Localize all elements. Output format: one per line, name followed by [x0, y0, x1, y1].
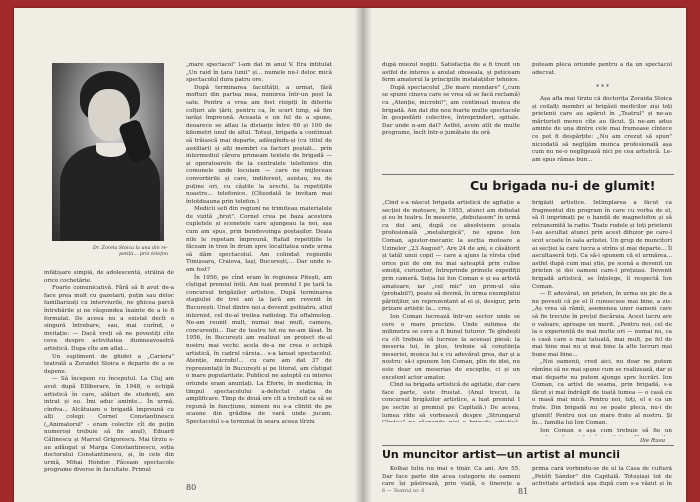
paragraph: Un supliment de ghidet a „Cariera" teatrală a Zoraidei Stoica e departe de a se depene.	[44, 353, 174, 375]
right-column-2-mid	[532, 200, 672, 436]
right-column-2-top-b	[532, 96, 672, 172]
right-column-2-top	[532, 62, 672, 82]
right-page	[372, 8, 686, 502]
paragraph: În 1956, pe cînd eram în regiunea Pitești, am cîștigat premiul întîi. Am luat premiul I pe țară la concursul brigăzilor artistice. După terminarea stagiului de trei ani la țară am revenit în București. Unul dintre noi a devenit psihiatru, altul internist, cel de-al treilea radiolog. Eu oftalmolog. Ne-am reunit mult, numai mai mult, camera, concurenții... Dar de teatru tot nu ne-am lăsat. În 1956, în București am realizat un proiect de-al nostru mai vechi: acela de-a ne crea o echipă artistică, în cadrul căreia... s-a lansat spectacolul. Atenție, microbi!... cu care am dat 37 de reprezentații în București și pe litoral, am cîștigat o mare popularitate. Publicul ne așteptă cu interes oriunde eram anunțați. La Eforie, în medicina, în timpul spectacolului a-defectat stația de amplificare. Timp de două ore cît a trebuit ca să se repună în funcțiune, nimeni nu s-a clintit de pe scaune din grădina de vară unde jucam. Spectacolul s-a terminat în seara aceea tîrziu	[186, 274, 332, 425]
photo-body-shape	[60, 145, 160, 241]
right-page-footer: 6 — Teatrul nr. 6	[382, 488, 425, 494]
paragraph: Medicii sefi din regiuni ne trimiteau materialele de vizită „brut". Cornel crea pe baza acestora cupletele și scenetele care ajungeau la noi, așa cum am spus, prin bundevoinga poștașilor. Deaia nile le repetam împreună, Rafail repetițiile le făceam in tren în drum spre localitatea unde urma să dăm spectacolul. Am colindat regiunile Timișoara, Craiova, Iași, București,... Dar unde n-am fost?	[186, 206, 332, 274]
left-column-2	[186, 62, 332, 482]
paragraph: Ion Coman lucrează într-un sector unde se cere o mare precizie. Unde sutimea de milimetru se cere a fi bunul tuturor. Te gîndești cu cît trebuie să lucreze la aceeași piesă; la meseria lui, în plus, trebuie să conștiința meseriei, munca lui e cu adevărat grea, dar și a nostru: să-i spunem Ion Coman, plin de idei, nu este doar un meserias de excepție, ci și un excelent actor amator.	[382, 313, 520, 381]
paragraph: brigăzii artistice. Întîmplarea a făcut ca fragmentul din program în care cu vorba de el, să îl imprimați pe o bandă de magnetofon și să retransmită la radio. Toate rudele și toți prietenii l-au ascultat atunci prin acest difuzor pe care-l scot scoate în sala artistei. Un grup de muncitori ai secției la care lucra a strîns și mai departe... Îl ascultaseră toți. Ca să-i spunem că el urmărea... astfel după cum mai știe, pe scenă a devenit un prieten și doi oameni care-l prețuiau. Devenit brigadă artistică, se înțelege, îl respectă Ion Coman.	[532, 200, 672, 290]
paragraph: prima cară vorbindu-se de el la Casa de cultură „Petőfi Sándor" din Capitală. Totușiași tot de activitate artistică așa după cum s-a văzut și în	[532, 466, 672, 488]
right-column-1-mid	[382, 200, 520, 422]
magazine-spread	[14, 8, 686, 502]
paragraph: Cînd sa brigada artistică de agitație, dar care face parte, este frustat. (Anul trecut, la concursul brigăzilor artistice, a luat premiul I pe secție și premiul pe Capitală.) De aceea, lumea rîde să vorbească despre „Strungarul	[382, 382, 520, 419]
section-separator-stars: ***	[596, 84, 611, 91]
paragraph: După terminarea facultății, a urmat, fără mofturi din partea mea, numirea într-un post la sate. Pentru a vrea am fost risipiți în diferite colțuri ale țării, pentru ca, în scurt timp, să fim iarăși împreună. Aceasta e un fel de a spune, deoarece se aflau la distanțe între 60 și 100 de kilometri unul de altul. Totuși, brigada a continuat să trăiască mai departe, adăugîndu-și (cu titlul de auxiliari) și alți membri ca factori poștali... prin intermediul cărora primeam textele de brigadă — și operatoarele de la centralele telefonice din comunele unde locuiam — care ne mijloceau convorbirile și care, indiferent, asistau, nu de puține ori, cu căștile la urechi, la repetițiile noastre... telefonice. (Cîteodată le invitam mai întotdeauna prin telefon.)	[186, 84, 332, 205]
paragraph: „mare spectacol" l-am dat în anul V. Era intitulat „Un raid în țara lunii" și... numele nu-l deloc mică spectacolul dura patru ore.	[186, 62, 332, 84]
left-column-1	[44, 270, 174, 482]
paragraph: „Cînd s-a născut brigada artistică de agitație a secției de motoare, în 1955, atunci am debutat și eu în teatru. În meserie, „debutasem" în urmă cu doi ani, după ce absolvisem școala profesională „metalurgică", ne spune Ion Coman, ajustor-mecanic la secția motoare a Uzinelor „23 August". Are 24 de ani, e căsătorit și tatăl unui copil — care a ajuns la vîrsta cînd orice pui de om nu mai așteaptă prin culise emoții, curiozitor, întreprinde primele expediții prin cameră. Soția lui Ion Coman e și ea artistă amatoare, iar „cel mic" un prim-ul său (probabil?), poate să devină, în urma exemplului părinților, un reprezentant al ei și, desigur, prin prizare artistic la... creș.	[382, 200, 520, 313]
paragraph: Ion Coman e așa cum trebuie să fie un	[540, 427, 672, 434]
portrait-photo	[52, 63, 164, 241]
right-column-1-bottom	[382, 466, 520, 488]
paragraph: — Să începem cu începutul. La Cluj am avut după Elliberare, în 1948, o echipă artistică în care, alături de studenți, am intrat și eu. Îmi aduc aminte... În urmă, cîndva... Alcătuiam o brigadă împreună cu alți colegi: Cornel Constantinescu („Animatorul" - eram colectiv cît de puțin numeroși trebuie să fie anul), Eduard Călinescu și Marcel Grigorescu. Mai tîrziu s-au adăugat și Marga Constantinescu, soția doctorului Constantinescu, și, în cele din urmă, Mihai Hondor. Făceam spectacole programe diverse în facultate. Primul	[44, 376, 174, 474]
headline-brigada: Cu brigada nu-i de glumit!	[470, 178, 656, 193]
paragraph: Foarte comunicativă. Fără să fi avut de-a face prea mult cu gazetarii, puțin sau deloc familiarizați cu interviurile, ne ghicea parcă întrebările și ne răspundea înainte de a le fi formulat. De aceea nu a existat decît o singură întrebare, sau, mai curînd, o invitație: — Dacă vreți să ne povestiți cîte ceva despre activitatea dumneavoastră artistică. Dupa cîte am aflat...	[44, 285, 174, 352]
photo-collar-shape	[96, 143, 126, 157]
left-page	[14, 8, 354, 502]
headline-muncitor-artist: Un muncitor artist—un artist al muncii	[382, 448, 620, 461]
paragraph: Așa afla mai tîrziu că doctorița Zoraida Stoica și ceilalți membri ai brigăzii medicilor ziși toți prietenii care au apărut în „Teatrul" și ne-au mărturisit mereu cîte au făcut. Și ne-am adus aminte de una dintre cele mai frumoase cîntece ce pot fi despărțite: „Nu am crezut să spun" niciodată să neglijăm munca profesională așa cum nu ne-o negligează nici pe cea artistică. Le-am spus rămas bun...	[532, 96, 672, 163]
headline-rule-bottom	[382, 445, 674, 446]
right-page-number: 81	[518, 487, 529, 496]
photo-caption: Dr. Zorela Stoica la una din re- petiții... prin telefon	[92, 246, 168, 257]
paragraph: înfățișare simplă, de adolescentă, străină de orice cochetărie.	[44, 270, 174, 284]
paragraph: După spectacolul „De mare mondare" („cum se spune cineva care se vrea să se facă reclamă) cu „Atenție, microbi!", am continuat munca de brigadă. Am dat din nou foarte multe spectacole în gospodării colective, întreprinderi, spitale. Dar unde n-am dat? Astfel, avem atît de multe programe, încît într-o jumătate de oră	[382, 84, 520, 137]
book-gutter	[354, 8, 372, 502]
paragraph: Kolbai Iuliu nu mai e tînăr. Ca ani. Are 55. Dar face parte din acea categorie de oameni care își păstrează, prin viață, o tinerețe a	[382, 466, 520, 488]
right-column-1-top	[382, 62, 520, 172]
paragraph: „Noi oamenii, cred aici, nu doar ne putem rămîne să ne mai spune cum se realizează, dar și mai departe nu putem ajunge spre lucrări. Ion Coman, ca artist de seama, prin brigadă, s-a făcut și mai îndrăgit de toată lumea — o casă cu o masă mai mică. Pentru noi, toți, el e ca un frate. Din brigadă nu se poate pleca, nu-i de glumit! Pentru noi un mare frate al nostru. Și în... familia lui Ion Coman.	[532, 359, 672, 427]
left-page-number: 80	[186, 483, 197, 492]
headline-rule-top	[382, 174, 674, 175]
right-column-2-bottom	[532, 466, 672, 488]
paragraph: puteam pleca oriunde pentru a da un spectacol adecvat.	[532, 62, 672, 76]
paragraph: după miezul nopții. Satisfacția de a fi trezit un astfel de interes a anulat oboseala, și peticeam ferm amatorul la principiile instalațiilor tehnice.	[382, 62, 520, 84]
author-signature: Ilie Rusu	[640, 438, 666, 444]
paragraph: — E adevărat, un prieten, în urma un pic de a ne povesti că pe el îl cunoscuse mai bine, a zis: „Aș vrea să rămîi, asemenea unor oameni care să fie trecute în prețul fiecăruia. Acest lucru are o valoare, aproape un merit. „Pentru noi, cel de la o experiență de mai multe ori — numai nu, ca o casă care o mai tatuată, mai mult, pe fel de mai bine mai nu și mai bine la alte lucruri mai bune mai bine...	[532, 291, 672, 358]
